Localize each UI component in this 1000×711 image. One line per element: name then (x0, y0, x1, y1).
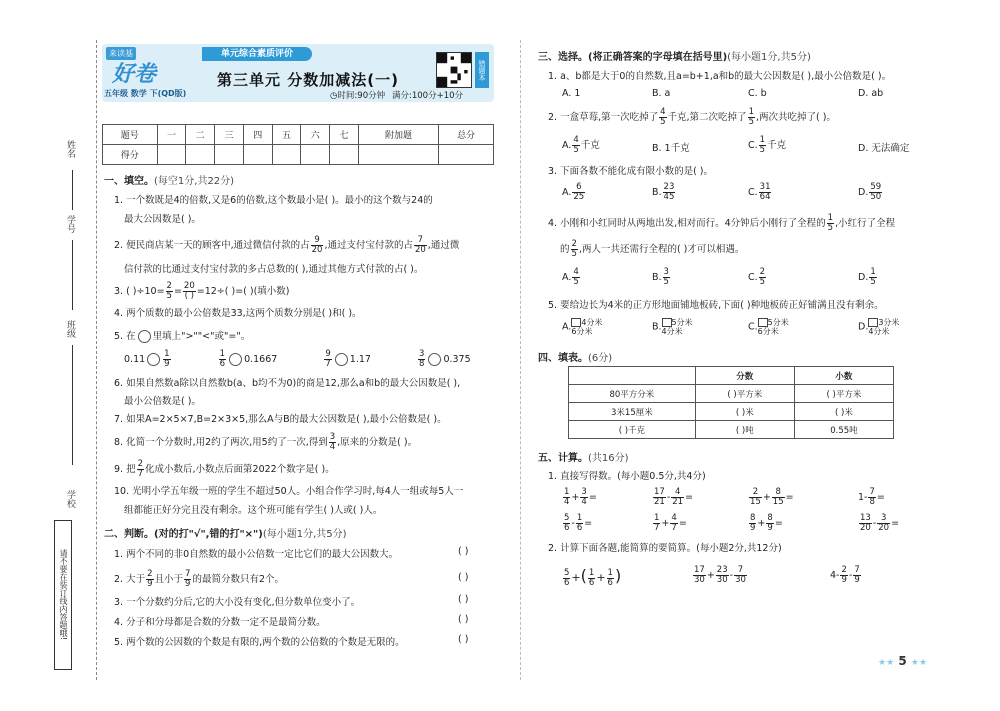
tile-side: 4分米 (661, 327, 683, 336)
score-h7: 七 (330, 125, 359, 145)
score-cell[interactable] (215, 145, 244, 165)
section2-title (104, 525, 347, 540)
op: = (678, 518, 687, 529)
s3-q2-opt-a (562, 136, 600, 155)
opt-unit: 千克 (580, 140, 600, 151)
name-label: 姓名 (65, 140, 75, 158)
class-line (72, 345, 73, 465)
fraction: $\frac{23}{45}$ (663, 182, 675, 202)
s3-q5-opt-d (858, 318, 899, 336)
name-line (72, 170, 73, 210)
score-cell[interactable] (330, 145, 359, 165)
opt-letter: B. (652, 272, 662, 283)
score-cell[interactable] (243, 145, 272, 165)
fraction: $\frac{2}{9}$ (147, 569, 153, 589)
calc-item (652, 514, 687, 533)
op: - (729, 570, 734, 581)
score-cell[interactable] (272, 145, 301, 165)
page-number (878, 654, 927, 668)
s1-q10b: 组都能正好分完且没有剩余。这个班可能有学生( )人或( )人。 (124, 505, 383, 516)
tile-icon (758, 318, 768, 327)
fraction: $\frac{13}{20}$ (860, 513, 871, 533)
fraction: $\frac{7}{20}$ (414, 235, 426, 255)
score-cell[interactable] (301, 145, 330, 165)
calc-item (562, 488, 597, 507)
time-label (330, 89, 385, 101)
s1-q2a (114, 236, 459, 255)
op: - (848, 570, 853, 581)
opt-letter: A. (562, 321, 572, 333)
s1-q2b: 信付款的比通过支付宝付款的多占总数的( ),通过其他方式付款的占( )。 (124, 264, 424, 275)
s3-q4-t1: 4. 小刚和小红同时从两地出发,相对而行。4分钟后小刚行了全程的 (548, 218, 826, 229)
s1-q8-t2: ,原来的分数是( )。 (337, 437, 418, 448)
score-h2: 二 (186, 125, 215, 145)
section4-title (538, 349, 612, 364)
opt-letter: D. (858, 272, 869, 283)
s1-q1b: 最大公因数是( )。 (124, 214, 201, 225)
s1-q7: 7. 如果A=2×5×7,B=2×3×5,那么A与B的最大公因数是( ),最小公倍数是( )。 (114, 414, 447, 425)
binding-line (96, 40, 97, 680)
op: + (762, 492, 771, 503)
section2-mid: (对的打"√",错的打"×") (154, 529, 263, 540)
answer-paren[interactable]: ( ) (458, 634, 469, 645)
fraction: $\frac{8}{9}$ (767, 513, 773, 533)
op: = (876, 492, 885, 503)
opt-letter: C. (748, 272, 758, 283)
score-cell[interactable] (186, 145, 215, 165)
s2-q2-t3: 的最简分数只有2个。 (192, 574, 284, 585)
fraction: $\frac{1}{6}$ (588, 567, 595, 588)
section5-title-text: 五、计算。 (538, 453, 588, 464)
answer-paren[interactable]: ( ) (458, 572, 469, 583)
header-banner (102, 44, 494, 102)
fraction: $\frac{4}{5}$ (660, 107, 666, 127)
s3-q4-t3: 的 (560, 244, 570, 255)
opt-letter: A. (562, 272, 572, 283)
calc-item (830, 566, 862, 585)
opt-letter: D. (858, 187, 869, 198)
fill-cell: 0.55吨 (794, 421, 893, 439)
op: = (685, 492, 694, 503)
s5-sub2-title (548, 540, 782, 554)
fraction: $\frac{2}{5}$ (759, 267, 766, 287)
score-h3: 三 (215, 125, 244, 145)
fraction: $\frac{1}{7}$ (654, 513, 660, 533)
section5-title (538, 449, 629, 464)
tile-side: 5分米 (671, 318, 693, 327)
op: 4- (830, 570, 840, 581)
fraction: $\frac{7}{9}$ (185, 569, 191, 589)
s1-q6a: 6. 如果自然数a除以自然数b(a、b均不为0)的商是12,那么a和b的最大公因数是( ), (114, 378, 461, 389)
s3-q3: 3. 下面各数不能化成有限小数的是( )。 (548, 166, 714, 177)
s3-q5-opt-c (748, 318, 789, 336)
tile-side: 5分米 (767, 318, 789, 327)
qr-code-icon[interactable] (436, 52, 472, 88)
s1-q8-t1: 8. 化简一个分数时,用2约了两次,用5约了一次,得到 (114, 437, 328, 448)
s5-sub1-title (548, 468, 706, 482)
section5-note: (共16分) (588, 453, 629, 464)
fraction: $\frac{8}{15}$ (772, 487, 784, 507)
s1-q2-t1: 2. 便民商店某一天的顾客中,通过微信付款的占 (114, 240, 310, 251)
time-text: 时间:90分钟 (337, 91, 386, 101)
fraction: $\frac{5}{6}$ (564, 567, 570, 588)
section3-note: (每小题1分,共5分) (727, 52, 811, 63)
clock-icon: ◷ (330, 91, 338, 101)
s1-q1a: 1. 一个数既是4的倍数,又是6的倍数,这个数最小是( )。最小的这个数与24的 (114, 195, 433, 206)
op: + (571, 571, 581, 584)
s3-q5: 5. 要给边长为4米的正方形地面铺地板砖,下面( )种地板砖正好铺满且没有剩余。 (548, 300, 884, 311)
tile-icon (571, 318, 581, 327)
tile-icon (868, 318, 878, 327)
tile-side: 4分米 (868, 327, 890, 336)
s3-q5-opt-a (562, 318, 602, 336)
opt-letter: D. (858, 321, 869, 333)
s3-q4-t2: ,小红行了全程 (835, 218, 896, 229)
section3-title-text: 三、选择。 (538, 52, 588, 63)
tile-side: 6分米 (571, 327, 593, 336)
fraction: $\frac{3}{4}$ (581, 487, 587, 507)
circle-blank[interactable] (335, 353, 348, 366)
s2-q2-t2: 且小于 (154, 574, 184, 585)
fraction: $\frac{7}{30}$ (735, 565, 746, 585)
calc-item (652, 488, 693, 507)
conversion-table (568, 366, 894, 439)
fill-cell[interactable]: ( )米 (695, 403, 794, 421)
score-h8: 附加题 (358, 125, 438, 145)
fraction: $\frac{3}{8}$ (419, 349, 425, 369)
fraction: $\frac{7}{9}$ (854, 565, 860, 585)
eval-tag: 单元综合素质评价 (202, 47, 312, 61)
op: + (706, 570, 715, 581)
fill-cell[interactable]: ( )平方米 (794, 385, 893, 403)
fraction: $\frac{3}{4}$ (329, 432, 336, 452)
s2-q2 (114, 570, 284, 589)
grade-label: 五年级 数学 下(QD版) (104, 89, 187, 98)
s3-q1: 1. a、b都是大于0的自然数,且a=b+1,a和b的最大公因数是( ),最小公倍数是( )。 (548, 71, 892, 82)
answer-paren[interactable]: ( ) (458, 546, 469, 557)
score-row-label: 得分 (103, 145, 158, 165)
id-label: 学号 (65, 215, 75, 233)
opt-letter: B. (652, 321, 662, 333)
score-table (102, 124, 494, 165)
tile-icon (662, 318, 672, 327)
fraction: $\frac{4}{21}$ (672, 487, 684, 507)
fill-cell[interactable]: ( )千克 (569, 421, 696, 439)
circle-blank[interactable] (138, 330, 151, 343)
circle-blank[interactable] (147, 353, 160, 366)
fill-h2: 小数 (794, 367, 893, 385)
fraction: $\frac{1}{6}$ (607, 567, 613, 588)
cmp-value: 0.375 (443, 354, 471, 365)
s3-q3-opt-c (748, 183, 772, 202)
fraction: $\frac{7}{8}$ (869, 487, 875, 507)
tile-shape (662, 318, 693, 336)
calc-item (858, 514, 899, 533)
answer-paren[interactable]: ( ) (458, 594, 469, 605)
s1-q8 (114, 433, 417, 452)
fill-h0 (569, 367, 696, 385)
fraction: $\frac{17}{30}$ (694, 565, 705, 585)
fraction: $\frac{1}{5}$ (870, 267, 876, 287)
fraction: $\frac{2}{15}$ (750, 487, 761, 507)
op: + (661, 518, 670, 529)
s3-q3-opt-d (858, 183, 883, 202)
s3-q1-opt-d: D. ab (858, 88, 884, 99)
section4-title-text: 四、填表。 (538, 353, 588, 364)
section2-title-text: 二、判断。 (104, 529, 154, 540)
brand-label: 来读基 (106, 47, 136, 60)
s1-q3-t1: 3. ( )÷10= (114, 286, 165, 297)
op: + (596, 571, 606, 584)
fraction: $\frac{3}{20}$ (878, 513, 890, 533)
tile-side: 3分米 (878, 318, 900, 327)
s5b-title-text: 2. 计算下面各题,能简算的要简算。 (548, 543, 697, 554)
column-divider (520, 40, 521, 680)
s1-q9 (114, 460, 335, 479)
fraction: $\frac{1}{6}$ (219, 349, 226, 369)
s3-q2-t3: ,两次共吃掉了( )。 (755, 112, 836, 123)
fraction: $\frac{4}{7}$ (671, 513, 677, 533)
fraction: $\frac{9}{20}$ (311, 235, 323, 255)
s2-q3: 3. 一个分数约分后,它的大小没有变化,但分数单位变小了。 (114, 597, 361, 608)
s1-q5 (114, 328, 250, 343)
opt-unit: 千克 (767, 140, 787, 151)
s3-q4-opt-a (562, 268, 581, 287)
s5b-note: (每小题2分,共12分) (696, 543, 782, 554)
s3-q4-t4: ,两人一共还需行全程的( )才可以相遇。 (578, 244, 745, 255)
s1-q9-t2: 化成小数后,小数点后面第2022个数字是( )。 (145, 464, 335, 475)
calc-item (562, 514, 592, 533)
op: - (872, 518, 877, 529)
s3-q2 (548, 108, 836, 127)
op: - (666, 492, 671, 503)
opt-letter: C. (748, 187, 758, 198)
score-h4: 四 (243, 125, 272, 145)
fraction: $\frac{1}{5}$ (827, 213, 834, 233)
score-h6: 六 (301, 125, 330, 145)
tile-side: 4分米 (581, 318, 603, 327)
s1-q5-t2: 里填上">""<"或"="。 (152, 331, 251, 342)
s2-q5: 5. 两个数的公因数的个数是有限的,两个数的公倍数的个数是无限的。 (114, 637, 405, 648)
s3-q1-opt-c: C. b (748, 88, 767, 99)
fill-cell[interactable]: ( )米 (794, 403, 893, 421)
page-title: 第三单元 分数加减法(一) (217, 71, 399, 89)
star-icon: ★★ (878, 658, 895, 668)
fraction: $\frac{17}{21}$ (654, 487, 665, 507)
section1-title (104, 172, 234, 187)
s3-q2-opt-d: D. 无法确定 (858, 143, 910, 154)
s3-q3-opt-a (562, 183, 586, 202)
fill-h1: 分数 (695, 367, 794, 385)
s2-q1: 1. 两个不同的非0自然数的最小公倍数一定比它们的最大公因数大。 (114, 549, 399, 560)
opt-letter: C. (748, 321, 758, 333)
fraction: $\frac{1}{5}$ (748, 107, 754, 127)
fraction: $\frac{3}{5}$ (663, 267, 669, 287)
calc-item (858, 488, 885, 507)
op: - (571, 518, 575, 529)
fraction: $\frac{8}{9}$ (750, 513, 756, 533)
cmp-value: 0.11 (124, 354, 146, 365)
full-score: 满分:100分+10分 (392, 91, 464, 101)
tile-shape (868, 318, 899, 336)
fraction: $\frac{5}{6}$ (564, 513, 570, 533)
fraction: $\frac{9}{7}$ (325, 349, 331, 369)
score-cell[interactable] (157, 145, 186, 165)
opt-letter: A. (562, 140, 572, 151)
s3-q4-opt-b (652, 268, 671, 287)
opt-letter: C. (748, 140, 758, 151)
answer-paren[interactable]: ( ) (458, 614, 469, 625)
s3-q2-opt-b: B. 1千克 (652, 143, 690, 154)
fraction: $\frac{1}{9}$ (164, 349, 170, 369)
s5a-note: (每小题0.5分,共4分) (617, 471, 706, 482)
fraction: $\frac{59}{50}$ (870, 182, 882, 202)
qr-tag: 错题本 (475, 52, 489, 88)
s1-q3-t2: =12÷( )=( )(填小数) (196, 286, 290, 297)
fraction: $\frac{2}{5}$ (571, 239, 577, 259)
s3-q2-t2: 千克,第二次吃掉了 (667, 112, 747, 123)
s3-q2-t1: 2. 一盒草莓,第一次吃掉了 (548, 112, 659, 123)
fraction: $\frac{2}{5}$ (166, 281, 172, 301)
s1-q10a: 10. 光明小学五年级一班的学生不超过50人。小组合作学习时,每4人一组或每5人一 (114, 486, 464, 497)
school-label: 学校 (65, 490, 75, 508)
section3-title (538, 48, 811, 63)
s1-q4: 4. 两个质数的最小公倍数是33,这两个质数分别是( )和( )。 (114, 308, 362, 319)
tile-shape (758, 318, 789, 336)
s1-q9-t1: 9. 把 (114, 464, 136, 475)
circle-blank[interactable] (428, 353, 441, 366)
score-h1: 一 (157, 125, 186, 145)
warning-box: 请不要在装订线内答题哦! (54, 520, 72, 670)
fraction: $\frac{1}{4}$ (564, 487, 570, 507)
s3-q3-opt-b (652, 183, 676, 202)
fraction: $\frac{1}{6}$ (576, 513, 583, 533)
s1-q2-t2: ,通过支付宝付款的占 (324, 240, 413, 251)
fill-cell: 3米15厘米 (569, 403, 696, 421)
score-cell[interactable] (358, 145, 438, 165)
cmp-value: 1.17 (349, 354, 371, 365)
section4-note: (6分) (588, 353, 613, 364)
fill-cell: 80平方分米 (569, 385, 696, 403)
s1-q3: 3. ( )÷10= $\frac{2}{5}$ = 20 ( ) =12÷( )=( )(填小数) (114, 281, 290, 301)
op: 1- (858, 492, 868, 503)
id-line (72, 240, 73, 310)
calc-item (748, 488, 794, 507)
tile-shape (571, 318, 602, 336)
op: = (588, 492, 597, 503)
score-h5: 五 (272, 125, 301, 145)
opt-letter: A. (562, 187, 572, 198)
op: = (785, 492, 794, 503)
s3-q2-opt-c (748, 136, 786, 155)
s3-q4-opt-c (748, 268, 767, 287)
op: + (757, 518, 766, 529)
fraction: 20 ( ) (183, 281, 195, 301)
opt-letter: B. (652, 187, 662, 198)
calc-item: $\frac{5}{6}$ +( $\frac{1}{6}$ + $\frac{1}{6}$ ) (564, 566, 622, 588)
s1-q5-t1: 5. 在 (114, 331, 136, 342)
page-number-text: 5 (898, 654, 907, 668)
s3-q5-opt-b (652, 318, 693, 336)
s2-q4: 4. 分子和分母都是合数的分数一定不是最简分数。 (114, 617, 326, 628)
cmp-value: 0.1667 (244, 354, 278, 365)
op: + (571, 492, 580, 503)
op: = (774, 518, 783, 529)
fraction: $\frac{31}{64}$ (759, 182, 771, 202)
score-cell[interactable] (439, 145, 494, 165)
s3-q1-opt-b: B. a (652, 88, 671, 99)
s1-q2-t3: ,通过微 (427, 240, 460, 251)
section2-note: (每小题1分,共5分) (262, 529, 347, 540)
score-h9: 总分 (439, 125, 494, 145)
s3-q4-opt-d (858, 268, 878, 287)
fill-cell[interactable]: ( )平方米 (695, 385, 794, 403)
section1-title-text: 一、填空。 (104, 176, 154, 187)
score-h0: 题号 (103, 125, 158, 145)
class-label: 班级 (65, 320, 75, 338)
logo: 好卷 (112, 61, 157, 87)
circle-blank[interactable] (229, 353, 242, 366)
s3-q1-opt-a: A. 1 (562, 88, 581, 99)
fill-cell[interactable]: ( )吨 (695, 421, 794, 439)
s2-q2-t1: 2. 大于 (114, 574, 146, 585)
op: = (584, 518, 593, 529)
fraction: $\frac{6}{25}$ (573, 182, 585, 202)
fraction: $\frac{1}{5}$ (759, 135, 766, 155)
section3-mid: (将正确答案的字母填在括号里) (588, 52, 728, 63)
star-icon: ★★ (910, 658, 928, 668)
s1-q6b: 最小公倍数是( )。 (124, 396, 201, 407)
calc-item (748, 514, 783, 533)
tile-side: 6分米 (757, 327, 779, 336)
fraction: $\frac{4}{5}$ (573, 135, 579, 155)
fraction: $\frac{2}{7}$ (137, 459, 144, 479)
fraction: $\frac{2}{9}$ (841, 565, 847, 585)
s1-q5-items (124, 350, 471, 369)
op: = (891, 518, 900, 529)
section1-note: (每空1分,共22分) (154, 176, 235, 187)
fraction: $\frac{23}{30}$ (716, 565, 728, 585)
s3-q4a (548, 214, 895, 233)
s3-q4b (560, 240, 744, 259)
fraction: $\frac{4}{5}$ (573, 267, 579, 287)
s5a-title-text: 1. 直接写得数。 (548, 471, 618, 482)
calc-item (692, 566, 748, 585)
